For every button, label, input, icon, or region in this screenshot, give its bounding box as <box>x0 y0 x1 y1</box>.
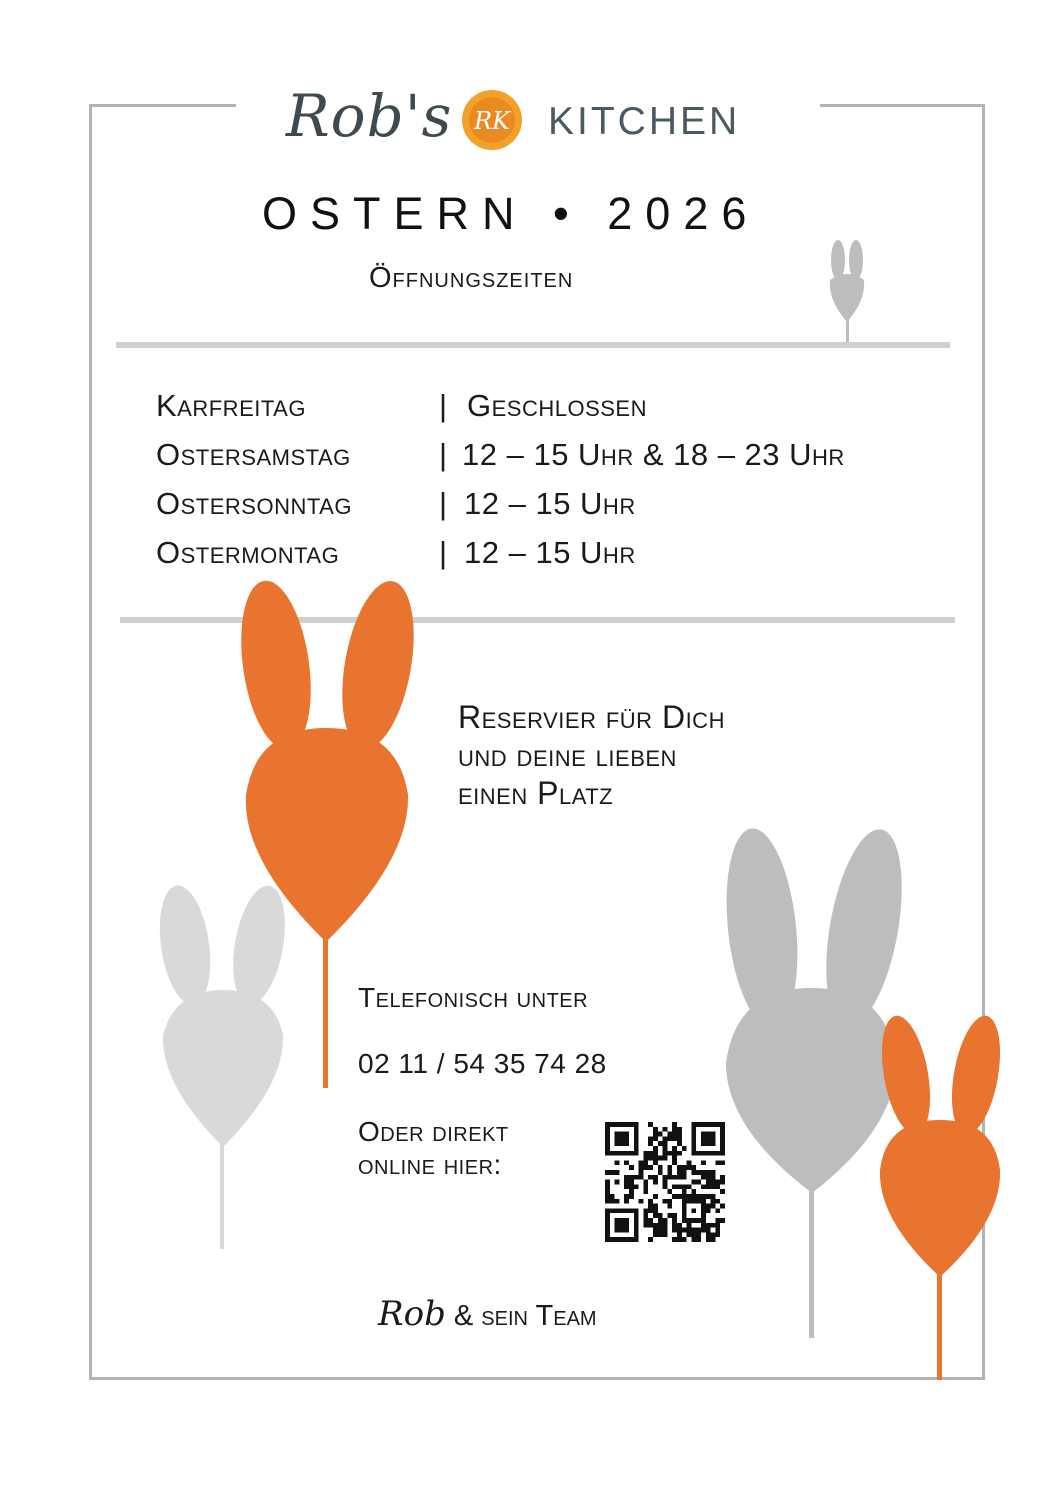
online-text <box>358 1115 509 1181</box>
hours-time: 12 – 15 Uhr & 18 – 23 Uhr <box>462 437 845 472</box>
page-title: OSTERN • 2026 <box>262 188 760 239</box>
top-divider <box>116 342 950 348</box>
hours-separator: | <box>439 535 448 570</box>
hours-separator: | <box>439 388 448 423</box>
hours-day: Ostersamstag <box>156 437 351 472</box>
qr-code-icon[interactable] <box>605 1122 725 1242</box>
hours-day: Ostermontag <box>156 535 340 570</box>
brand-logo-letters: RK <box>474 107 510 135</box>
phone-number[interactable]: 02 11 / 54 35 74 28 <box>358 1048 607 1079</box>
hours-time: 12 – 15 Uhr <box>464 535 636 570</box>
online-line: online hier: <box>358 1149 502 1180</box>
reserve-line: Reservier für Dich <box>458 699 725 735</box>
brand-logo-icon <box>458 89 526 151</box>
hours-separator: | <box>439 486 448 521</box>
bunny-balloon-orange-small-icon <box>876 1015 1008 1380</box>
hours-day: Karfreitag <box>156 388 306 423</box>
page-subtitle: Öffnungszeiten <box>369 262 574 294</box>
hours-time: Geschlossen <box>467 388 647 423</box>
small-bunny-icon <box>820 238 876 346</box>
hours-day: Ostersonntag <box>156 486 352 521</box>
online-line: Oder direkt <box>358 1116 509 1147</box>
signoff-rest: & sein Team <box>453 1300 597 1332</box>
reserve-line: und deine lieben <box>458 737 677 773</box>
phone-label: Telefonisch unter <box>358 982 589 1013</box>
hours-time: 12 – 15 Uhr <box>464 486 636 521</box>
reserve-line: einen Platz <box>458 775 614 811</box>
brand-script-name: Rob's <box>286 82 453 150</box>
signoff-script: Rob <box>378 1294 446 1334</box>
reserve-text <box>458 698 898 812</box>
brand-word: KITCHEN <box>548 100 741 143</box>
hours-separator: | <box>439 437 448 472</box>
signoff <box>378 1294 597 1334</box>
